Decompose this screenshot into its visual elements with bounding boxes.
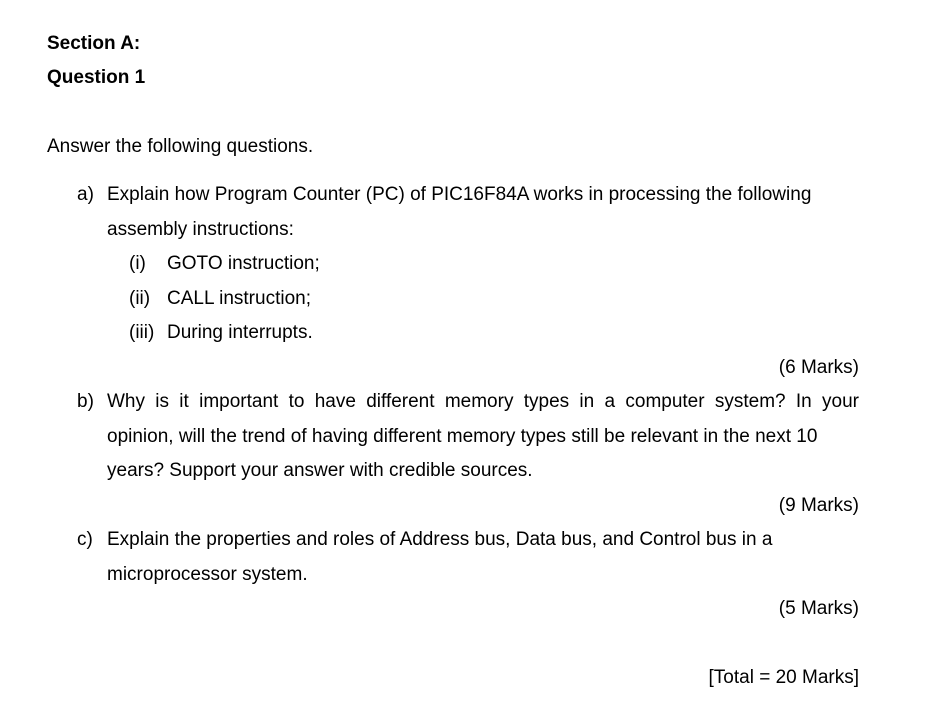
question-heading: Question 1 [47,67,146,88]
total-marks: [Total = 20 Marks] [708,667,859,688]
subitem-i-text: GOTO instruction; [167,253,320,274]
part-c-line-1: Explain the properties and roles of Address bus, Data bus, and Control bus in a [107,529,773,550]
subitem-iii-label: (iii) [129,322,155,343]
subitem-ii-label: (ii) [129,288,151,309]
part-a-marks: (6 Marks) [778,357,859,378]
part-a-line-2: assembly instructions: [107,219,294,240]
subitem-i-label: (i) [129,253,146,274]
section-heading: Section A: [47,33,141,54]
part-c-line-2: microprocessor system. [107,564,308,585]
intro-text: Answer the following questions. [47,136,314,157]
part-c-marks: (5 Marks) [778,598,859,619]
part-b-line-1: Why is it important to have different memory types in a computer system? In your [107,391,859,412]
part-a-line-1: Explain how Program Counter (PC) of PIC16F84A works in processing the following [107,184,812,205]
part-b-marks: (9 Marks) [778,495,859,516]
part-a-label: a) [77,184,94,205]
part-b-label: b) [77,391,94,412]
subitem-iii-text: During interrupts. [167,322,313,343]
subitem-ii-text: CALL instruction; [167,288,311,309]
part-c-label: c) [77,529,93,550]
part-b-line-3: years? Support your answer with credible sources. [107,460,533,481]
part-b-line-2: opinion, will the trend of having different memory types still be relevant in the next 10 [107,426,818,447]
